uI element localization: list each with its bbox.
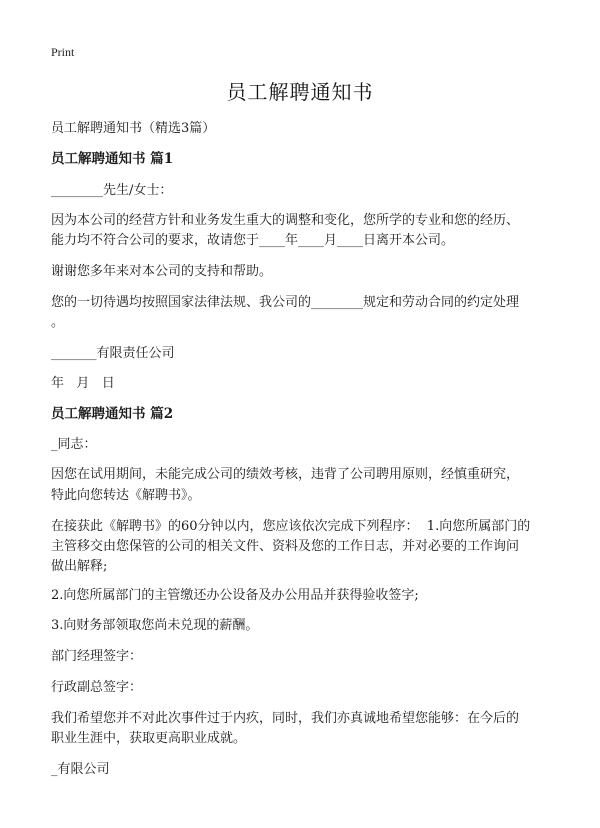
section-2-company: _有限公司 [51,762,110,777]
section-1-paragraph: 您的一切待遇均按照国家法律法规、我公司的________规定和劳动合同的约定处理 [51,295,520,310]
section-1-heading: 员工解聘通知书 篇1 [51,151,174,167]
section-1-paragraph: 因为本公司的经营方针和业务发生重大的调整和变化，您所学的专业和您的经历、 [51,213,520,228]
section-2-salutation: _同志： [51,437,97,452]
section-2-paragraph: 做出解释; [51,559,108,574]
section-1-company: _______有限责任公司 [51,346,175,361]
section-2-paragraph: 特此向您转达《解聘书》。 [51,488,201,503]
section-1-date: 年 月 日 [51,376,115,391]
section-2-paragraph: 2.向您所属部门的主管缴还办公设备及办公用品并获得验收签字; [51,588,419,603]
document-title: 员工解聘通知书 [226,80,374,104]
section-2-manager-signature: 部门经理签字： [51,649,143,664]
section-2-paragraph: 职业生涯中，获取更高职业成就。 [51,731,247,746]
section-2-vp-signature: 行政副总签字： [51,680,143,695]
section-1-paragraph: 谢谢您多年来对本公司的支持和帮助。 [51,264,273,279]
section-2-paragraph: 因您在试用期间，未能完成公司的绩效考核，违背了公司聘用原则，经慎重研究， [51,467,520,482]
print-label: Print [51,45,75,59]
section-1-salutation: ________先生/女士： [51,183,173,198]
document-subtitle: 员工解聘通知书（精选3篇） [51,121,216,136]
section-1-paragraph: 。 [51,315,65,330]
section-2-paragraph: 我们希望您并不对此次事件过于内疚，同时，我们亦真诚地希望您能够：在今后的 [51,711,520,726]
section-2-paragraph: 在接获此《解聘书》的60分钟以内，您应该依次完成下列程序： 1.向您所属部门的 [51,519,531,534]
section-2-paragraph: 主管移交由您保管的公司的相关文件、资料及您的工作日志，并对必要的工作询问 [51,539,520,554]
section-2-heading: 员工解聘通知书 篇2 [51,406,174,422]
section-1-paragraph: 能力均不符合公司的要求，故请您于____年____月____日离开本公司。 [51,233,455,248]
section-2-paragraph: 3.向财务部领取您尚未兑现的薪酬。 [51,618,259,633]
